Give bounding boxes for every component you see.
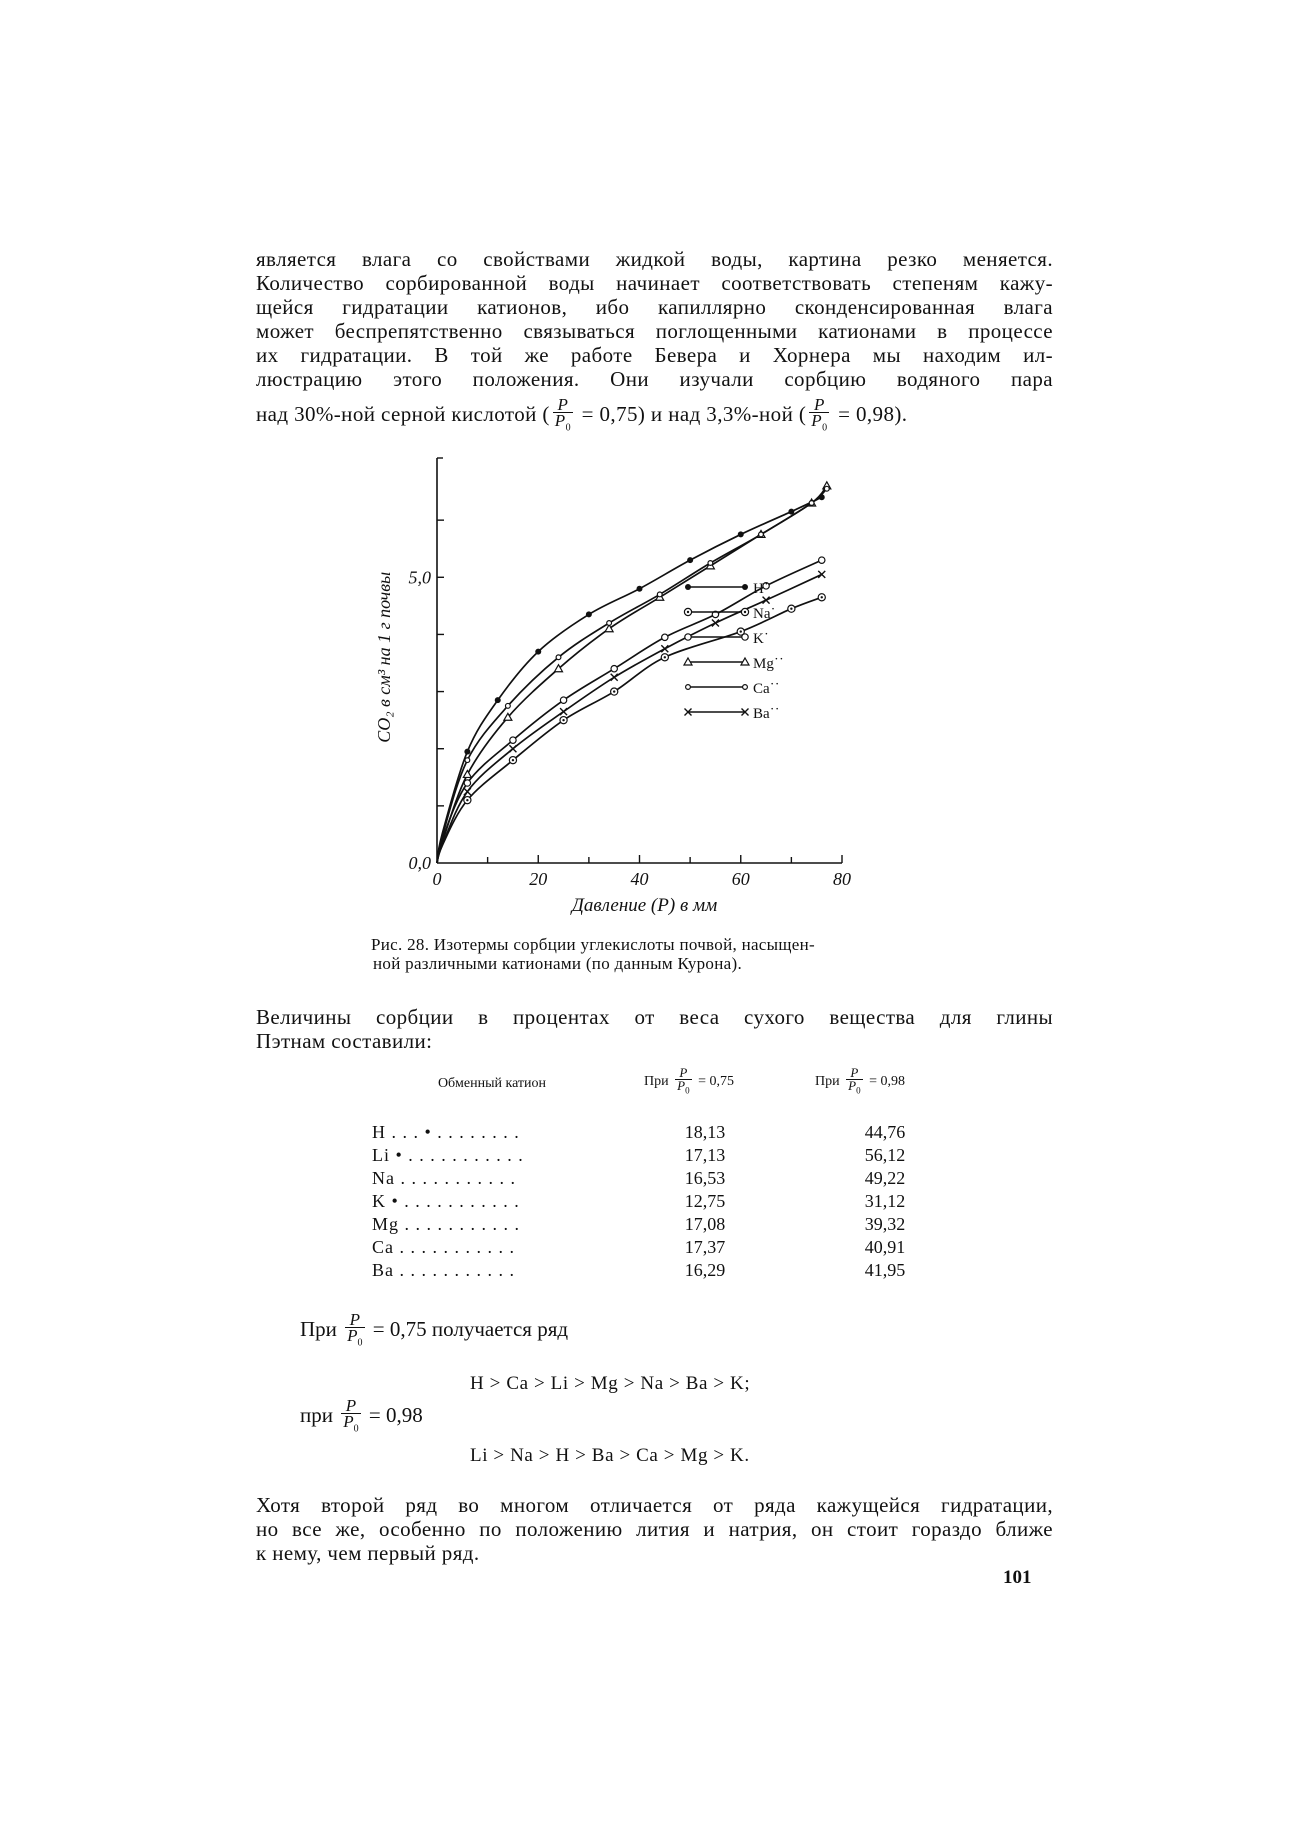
intro-paragraph (256, 247, 1053, 435)
x-tick-label: 20 (529, 869, 548, 889)
y-tick-label: 0,0 (408, 853, 431, 873)
caption-line: ной различными катионами (по данным Курона). (373, 954, 742, 973)
data-point (637, 586, 643, 592)
intro-text: = 0,75) и над 3,3%-ной ( (575, 402, 807, 427)
x-tick-label: 40 (630, 869, 649, 889)
series-condition-098: при $\frac{P}{P_0}$ = 0,98 (300, 1396, 423, 1435)
intro-last-line (256, 397, 1053, 435)
legend-label: K˙ (753, 631, 769, 647)
legend-marker (684, 608, 691, 615)
table-header-ratio-075: При $\frac{P}{P_0}$ = 0,75 (644, 1065, 734, 1096)
cation-series-098: Li > Na > H > Ba > Ca > Mg > K. (470, 1445, 750, 1466)
table-row (372, 1259, 932, 1282)
row-value-098: 49,22 (864, 1168, 906, 1188)
data-point (759, 532, 764, 537)
legend-marker (685, 634, 691, 640)
data-point (611, 666, 617, 672)
data-point (611, 688, 618, 695)
data-point (464, 788, 471, 795)
paragraph-line: Пэтнам составили: (256, 1029, 433, 1053)
frac-denominator: $P_0$ (554, 411, 571, 434)
row-cation: Ca . . . . . . . . . . . (372, 1237, 515, 1257)
legend-marker (686, 685, 691, 690)
data-point (560, 697, 566, 703)
y-axis-label: CO₂ в см³ на 1 г почвы (374, 571, 394, 743)
frac-numerator: P (809, 397, 829, 413)
data-point (510, 737, 516, 743)
row-cation: Na . . . . . . . . . . . (372, 1168, 516, 1188)
legend-label: Ca˙˙ (753, 681, 780, 697)
x-tick-label: 60 (731, 869, 750, 889)
cation-series-075: H > Ca > Li > Mg > Na > Ba > K; (470, 1373, 751, 1394)
legend-marker (742, 584, 748, 590)
data-point (586, 611, 592, 617)
intro-line: щейся гидратации катионов, ибо капиллярно сконденсированная влага (256, 295, 1053, 319)
row-value-098: 39,32 (864, 1214, 906, 1234)
data-point (708, 561, 713, 566)
row-value-075: 16,53 (684, 1168, 726, 1188)
intro-line: люстрацию этого положения. Они изучали сорбцию водяного пара (256, 367, 1053, 391)
pressure-ratio: $\frac{P}{P_0}$ (347, 1310, 363, 1349)
data-point (809, 501, 814, 506)
frac-denominator: $P_0$ (811, 411, 828, 434)
row-cation: Li • . . . . . . . . . . . (372, 1145, 524, 1165)
figure-caption (371, 935, 971, 973)
legend-label: Ba˙˙ (753, 706, 780, 722)
row-value-075: 17,08 (684, 1214, 726, 1234)
pressure-ratio: $\frac{P}{P_0}$ (677, 1065, 690, 1096)
data-point (662, 634, 668, 640)
data-point (505, 703, 510, 708)
table-row (372, 1167, 932, 1190)
table-intro-paragraph (256, 1005, 1053, 1053)
data-point (464, 749, 470, 755)
legend-marker (685, 584, 691, 590)
data-point (611, 674, 618, 681)
x-tick-label: 80 (833, 869, 851, 889)
legend-label: Mg˙˙ (753, 656, 784, 672)
data-point (465, 758, 470, 763)
series-line (437, 489, 827, 863)
data-point (763, 597, 770, 604)
data-point (819, 557, 825, 563)
page-number: 101 (1003, 1567, 1032, 1588)
pressure-ratio (809, 397, 829, 435)
caption-line: Рис. 28. Изотермы сорбции углекислоты почвой, насыщен- (371, 935, 815, 954)
y-tick-label: 5,0 (408, 567, 431, 588)
conclusion-paragraph (256, 1493, 1053, 1565)
intro-line: является влага со свойствами жидкой воды, картина резко меняется. (256, 247, 1053, 271)
row-value-075: 17,13 (684, 1145, 726, 1165)
intro-text: над 30%-ной серной кислотой ( (256, 402, 550, 427)
frac-numerator: P (553, 397, 573, 413)
sorption-isotherm-chart (370, 438, 930, 928)
row-cation: Ba . . . . . . . . . . . (372, 1260, 515, 1280)
row-value-075: 17,37 (684, 1237, 726, 1257)
data-point (824, 486, 829, 491)
data-point (560, 717, 567, 724)
row-value-075: 12,75 (684, 1191, 726, 1211)
row-value-075: 18,13 (684, 1122, 726, 1142)
data-point (607, 621, 612, 626)
data-point (712, 620, 719, 627)
series-condition-075: При $\frac{P}{P_0}$ = 0,75 получается ряд (300, 1310, 569, 1349)
data-point (661, 654, 668, 661)
intro-text: = 0,98). (832, 402, 908, 427)
legend-marker (741, 608, 748, 615)
row-value-098: 41,95 (864, 1260, 906, 1280)
data-point (657, 592, 662, 597)
data-point (495, 697, 501, 703)
x-tick-label: 0 (432, 869, 442, 889)
data-point (560, 708, 567, 715)
paragraph-line: Хотя второй ряд во многом отличается от ряда кажущейся гидратации, (256, 1493, 1053, 1517)
data-point (509, 757, 516, 764)
x-axis-label: Давление (P) в мм (571, 895, 718, 916)
table-row (372, 1213, 932, 1236)
row-cation: Mg . . . . . . . . . . . (372, 1214, 521, 1234)
data-point (556, 655, 561, 660)
legend-label: Na˙ (753, 606, 776, 622)
intro-line: может беспрепятственно связываться поглощенными катионами в процессе (256, 319, 1053, 343)
data-point (738, 531, 744, 537)
data-point (788, 509, 794, 515)
table-row (372, 1190, 932, 1213)
table-header-ratio-098: При $\frac{P}{P_0}$ = 0,98 (815, 1065, 905, 1096)
data-point (818, 571, 825, 578)
data-point (661, 645, 668, 652)
data-point (535, 649, 541, 655)
table-row (372, 1121, 932, 1144)
paragraph-line: но все же, особенно по положению лития и натрия, он стоит гораздо ближе (256, 1517, 1053, 1541)
pressure-ratio: $\frac{P}{P_0}$ (343, 1396, 359, 1435)
data-point (464, 797, 471, 804)
table-row (372, 1144, 932, 1167)
table-row (372, 1236, 932, 1259)
row-value-098: 56,12 (864, 1145, 906, 1165)
intro-line: их гидратации. В той же работе Бевера и Хорнера мы находим ил- (256, 343, 1053, 367)
legend-marker (743, 685, 748, 690)
row-cation: K • . . . . . . . . . . . (372, 1191, 520, 1211)
legend-label: H˙ (753, 581, 769, 597)
paragraph-line: Величины сорбции в процентах от веса сухого вещества для глины (256, 1005, 1053, 1029)
pressure-ratio (553, 397, 573, 435)
table-header-cation: Обменный катион (437, 1076, 547, 1091)
data-point (687, 557, 693, 563)
row-value-075: 16,29 (684, 1260, 726, 1280)
series-line (437, 486, 827, 863)
row-value-098: 44,76 (864, 1122, 906, 1142)
data-point (818, 594, 825, 601)
data-point (463, 770, 471, 777)
row-value-098: 31,12 (864, 1191, 906, 1211)
row-value-098: 40,91 (864, 1237, 906, 1257)
paragraph-line: к нему, чем первый ряд. (256, 1541, 480, 1565)
legend-marker (742, 634, 748, 640)
intro-line: Количество сорбированной воды начинает соответствовать степеням кажу- (256, 271, 1053, 295)
data-point (788, 605, 795, 612)
data-point (509, 745, 516, 752)
pressure-ratio: $\frac{P}{P_0}$ (848, 1065, 861, 1096)
row-cation: H . . . • . . . . . . . . (372, 1122, 520, 1142)
